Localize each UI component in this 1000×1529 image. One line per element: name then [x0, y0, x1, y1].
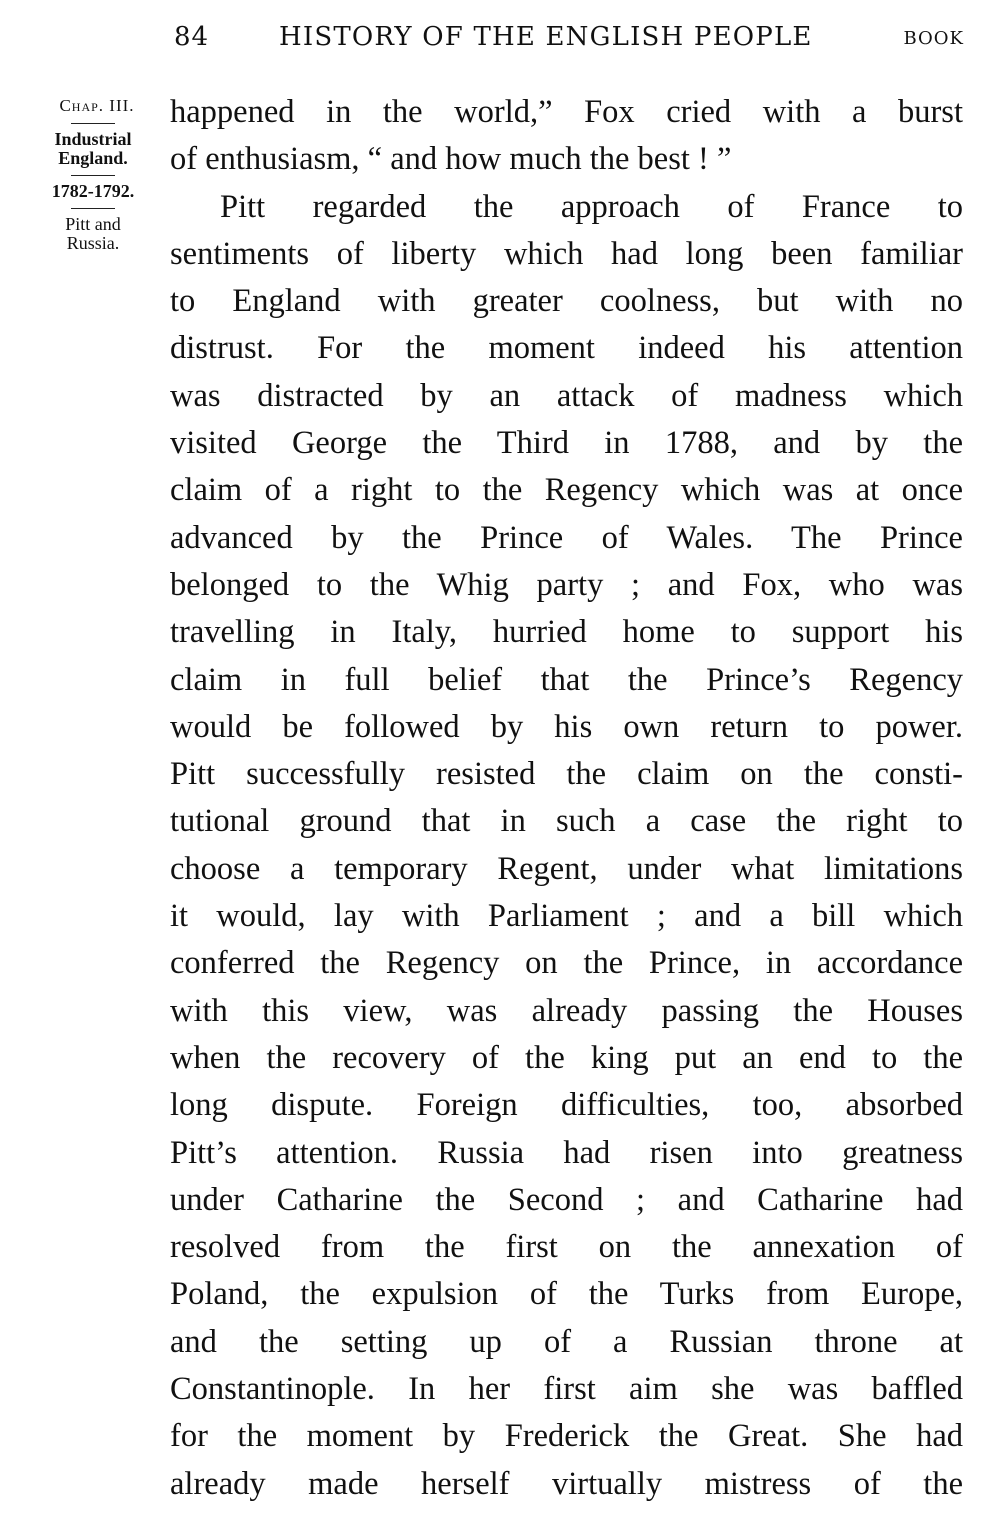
- text-line: would be followed by his own return to power.: [170, 708, 963, 745]
- text-line: belonged to the Whig party ; and Fox, who was: [170, 566, 963, 603]
- page-number: 84: [174, 22, 210, 52]
- text-line: resolved from the first on the annexation of: [170, 1229, 963, 1266]
- running-title: HISTORY OF THE ENGLISH PEOPLE: [279, 22, 813, 52]
- text-line: was distracted by an attack of madness which: [170, 377, 963, 414]
- text-line: advanced by the Prince of Wales. The Prince: [170, 519, 963, 556]
- text-line: Pitt’s attention. Russia had risen into greatness: [170, 1134, 963, 1171]
- date-range: 1782-1792.: [51, 181, 135, 201]
- chapter-label: Chap. III.: [59, 96, 135, 115]
- text-line: choose a temporary Regent, under what limitations: [170, 850, 963, 887]
- page-header: [0, 22, 1000, 56]
- margin-rule: [71, 208, 115, 209]
- subtopic-line-1: Pitt and: [65, 214, 121, 234]
- text-line: under Catharine the Second ; and Catharine had: [170, 1181, 963, 1218]
- topic-line-1: Industrial: [54, 129, 132, 149]
- text-line: happened in the world,” Fox cried with a burst: [170, 94, 963, 130]
- text-line: for the moment by Frederick the Great. She had: [170, 1418, 963, 1455]
- text-line: with this view, was already passing the Houses: [170, 992, 963, 1029]
- text-line: and the setting up of a Russian throne at: [170, 1323, 963, 1360]
- text-line: Constantinople. In her first aim she was baffled: [170, 1371, 963, 1408]
- margin-rule: [71, 175, 115, 176]
- text-line: already made herself virtually mistress of the: [170, 1465, 963, 1502]
- text-line: tutional ground that in such a case the right to: [170, 803, 963, 840]
- text-line: to England with greater coolness, but with no: [170, 283, 963, 320]
- text-line: it would, lay with Parliament ; and a bill which: [170, 898, 963, 935]
- text-line: claim in full belief that the Prince’s Regency: [170, 661, 963, 698]
- topic-line-2: England.: [58, 148, 128, 168]
- subtopic-line-2: Russia.: [66, 233, 120, 253]
- margin-notes: [28, 96, 158, 253]
- text-line: Poland, the expulsion of the Turks from Europe,: [170, 1276, 963, 1313]
- text-line: when the recovery of the king put an end to the: [170, 1039, 963, 1076]
- book-label: BOOK: [903, 28, 964, 49]
- margin-rule: [71, 123, 115, 124]
- body-text: [170, 89, 963, 1508]
- text-line: distrust. For the moment indeed his attention: [170, 330, 963, 367]
- text-line: claim of a right to the Regency which was at once: [170, 472, 963, 509]
- text-line: Pitt regarded the approach of France to: [220, 188, 963, 225]
- text-line: long dispute. Foreign difficulties, too, absorbed: [170, 1087, 963, 1124]
- text-line: travelling in Italy, hurried home to support his: [170, 614, 963, 651]
- text-line: of enthusiasm, “ and how much the best ! ”: [170, 141, 732, 178]
- text-line: conferred the Regency on the Prince, in accordance: [170, 945, 963, 982]
- text-line: sentiments of liberty which had long been familiar: [170, 235, 963, 272]
- text-line: visited George the Third in 1788, and by the: [170, 425, 963, 462]
- text-line: Pitt successfully resisted the claim on the consti-: [170, 756, 963, 793]
